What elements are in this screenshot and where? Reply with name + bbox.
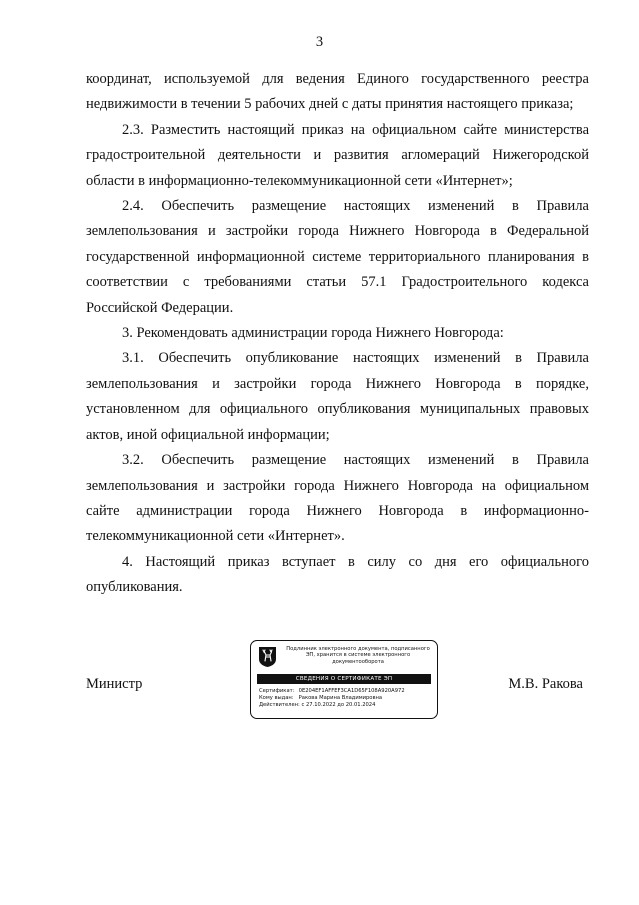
paragraph: 3. Рекомендовать администрации города Нижнего Новгорода:	[122, 325, 504, 342]
paragraph: координат, используемой для ведения Единого государственного реестра недвижимости в течении 5 рабочих дней с даты принятия настоящего приказа;	[86, 71, 589, 113]
page-number: 3	[315, 34, 324, 50]
paragraph: 3.1. Обеспечить опубликование настоящих изменений в Правила землепользования и застройки города Нижнего Новгорода в порядке, установленном для официального опубликования муниципальных правовых актов, иной официальной информации;	[86, 350, 589, 443]
validity-value: с 27.10.2022 до 20.01.2024	[301, 702, 376, 709]
certificate-label: Сертификат:	[259, 688, 295, 694]
validity-row	[259, 702, 435, 709]
paragraph: 4. Настоящий приказ вступает в силу со дня его официального опубликования.	[86, 553, 589, 596]
document-body	[86, 67, 589, 601]
electronic-signature-stamp	[250, 640, 438, 719]
stamp-banner: СВЕДЕНИЯ О СЕРТИФИКАТЕ ЭП	[257, 674, 431, 684]
stamp-details	[259, 688, 435, 710]
certificate-value: 0E204EF1AFFEF3CA1D65F108A920A972	[298, 688, 405, 694]
paragraph: 2.3. Разместить настоящий приказ на официальном сайте министерства градостроительной деятельности и развития агломераций Нижегородской области в информационно-телекоммуникационной сети «Интернет»;	[86, 121, 589, 189]
validity-label: Действителен:	[259, 702, 300, 709]
deer-emblem-icon	[258, 646, 277, 668]
stamp-note: Подлинник электронного документа, подписанного ЭП, хранится в системе электронного документооборота	[286, 646, 430, 665]
certificate-row	[259, 688, 435, 695]
signer-title: Министр	[86, 676, 143, 692]
paragraph: 3.2. Обеспечить размещение настоящих изменений в Правила землепользования и застройки города Нижнего Новгорода на официальном сайте администрации города Нижнего Новгорода в информационно-телекоммуникационной сети «Интернет».	[86, 452, 589, 545]
issued-to-value: Ракова Марина Владимировна	[298, 695, 383, 702]
issued-to-label: Кому выдан:	[259, 695, 294, 702]
signer-name: М.В. Ракова	[508, 676, 583, 692]
paragraph: 2.4. Обеспечить размещение настоящих изменений в Правила землепользования и застройки города Нижнего Новгорода в Федеральной государственной информационной системе территориального планирования в соответствии с требованиями статьи 57.1 Градостроительного кодекса Российской Федерации.	[86, 198, 589, 316]
